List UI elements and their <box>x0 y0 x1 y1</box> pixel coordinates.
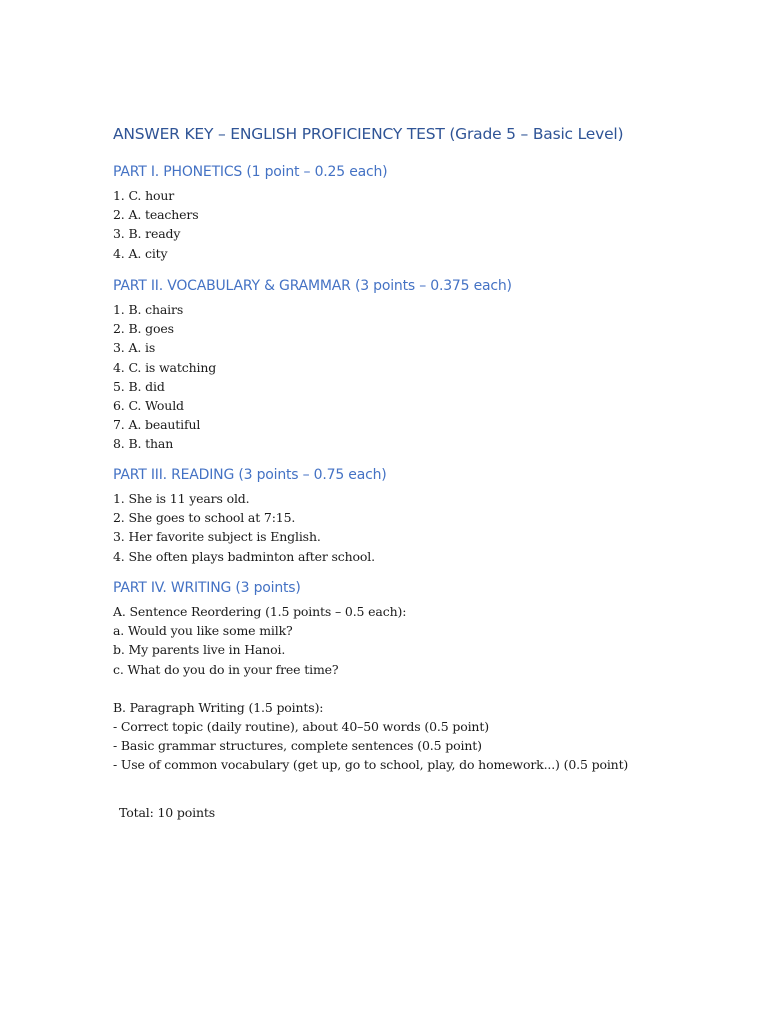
answer-line: 3. A. is <box>113 340 156 356</box>
answer-line: 2. A. teachers <box>113 207 199 223</box>
answer-line: 3. Her favorite subject is English. <box>113 529 321 545</box>
part-2-heading: PART II. VOCABULARY & GRAMMAR (3 points – 0.375 each) <box>113 278 512 294</box>
spacer <box>113 679 733 698</box>
document-title: ANSWER KEY – ENGLISH PROFICIENCY TEST (Grade 5 – Basic Level) <box>113 125 624 143</box>
answer-line: 4. A. city <box>113 245 168 261</box>
criteria-line: - Correct topic (daily routine), about 40–50 words (0.5 point) <box>113 719 489 735</box>
answer-line: 3. B. ready <box>113 226 181 242</box>
answer-line: 6. C. Would <box>113 398 184 414</box>
section-a-label: A. Sentence Reordering (1.5 points – 0.5 each): <box>113 604 407 619</box>
total-points: Total: 10 points <box>119 805 216 820</box>
answer-line: 7. A. beautiful <box>113 417 201 433</box>
answer-line: a. Would you like some milk? <box>113 623 293 639</box>
part-4-heading: PART IV. WRITING (3 points) <box>113 580 301 596</box>
answer-line: 2. B. goes <box>113 321 174 337</box>
criteria-line: - Basic grammar structures, complete sentences (0.5 point) <box>113 738 482 754</box>
answer-line: 1. C. hour <box>113 188 175 203</box>
answer-line: b. My parents live in Hanoi. <box>113 642 286 658</box>
part-3-heading: PART III. READING (3 points – 0.75 each) <box>113 467 387 483</box>
part-3-reading <box>113 466 733 566</box>
answer-line: 1. B. chairs <box>113 302 184 317</box>
answer-line: 4. She often plays badminton after school. <box>113 548 375 564</box>
criteria-line: - Use of common vocabulary (get up, go to school, play, do homework...) (0.5 point) <box>113 757 629 773</box>
part-2-vocabulary-grammar <box>113 277 733 454</box>
answer-line: 2. She goes to school at 7:15. <box>113 510 296 526</box>
answer-line: 5. B. did <box>113 378 165 394</box>
answer-line: c. What do you do in your free time? <box>113 661 339 677</box>
answer-line: 1. She is 11 years old. <box>113 491 250 506</box>
part-1-phonetics <box>113 163 733 263</box>
part-1-heading: PART I. PHONETICS (1 point – 0.25 each) <box>113 164 388 180</box>
section-b-label: B. Paragraph Writing (1.5 points): <box>113 699 324 715</box>
answer-line: 4. C. is watching <box>113 359 217 375</box>
answer-line: 8. B. than <box>113 436 174 452</box>
part-4-writing <box>113 579 733 775</box>
